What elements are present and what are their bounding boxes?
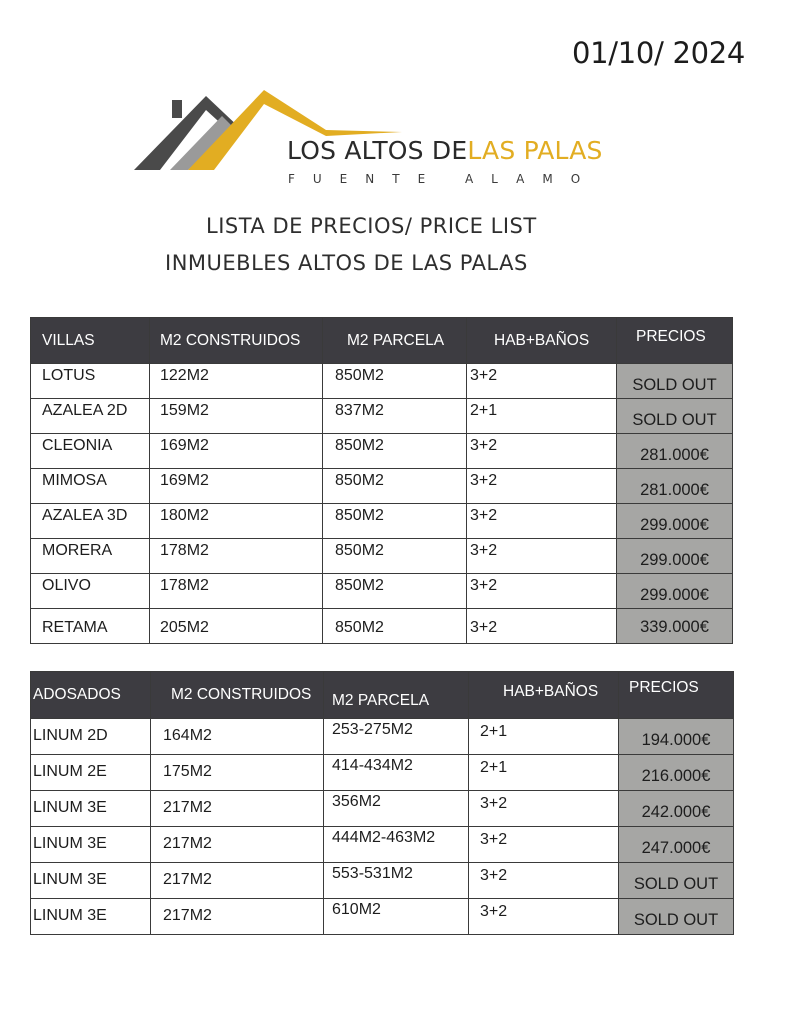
built-area-cell: 122M2 bbox=[150, 364, 323, 399]
model-cell: LINUM 3E bbox=[31, 827, 151, 863]
logo-subtitle: FUENTE ALAMO bbox=[288, 172, 599, 186]
rooms-cell: 3+2 bbox=[467, 469, 617, 504]
built-area-cell: 169M2 bbox=[150, 469, 323, 504]
rooms-cell: 3+2 bbox=[467, 504, 617, 539]
table-row bbox=[31, 539, 733, 574]
price-list-subtitle: INMUEBLES ALTOS DE LAS PALAS bbox=[165, 251, 528, 275]
column-header-price: PRECIOS bbox=[617, 318, 733, 364]
model-cell: AZALEA 3D bbox=[31, 504, 150, 539]
model-cell: CLEONIA bbox=[31, 434, 150, 469]
column-header-plot-area: M2 PARCELA bbox=[323, 318, 467, 364]
rooms-cell: 3+2 bbox=[467, 609, 617, 644]
rooms-cell: 3+2 bbox=[467, 434, 617, 469]
price-cell: 216.000€ bbox=[619, 755, 734, 791]
price-cell: SOLD OUT bbox=[619, 899, 734, 935]
model-cell: MORERA bbox=[31, 539, 150, 574]
plot-area-cell: 610M2 bbox=[324, 899, 469, 935]
rooms-cell: 2+1 bbox=[467, 399, 617, 434]
model-cell: LINUM 3E bbox=[31, 899, 151, 935]
table-row bbox=[31, 609, 733, 644]
column-header-built-area: M2 CONSTRUIDOS bbox=[150, 318, 323, 364]
model-cell: LINUM 3E bbox=[31, 791, 151, 827]
price-list-title: LISTA DE PRECIOS/ PRICE LIST bbox=[206, 214, 537, 238]
built-area-cell: 217M2 bbox=[151, 863, 324, 899]
table-row bbox=[31, 791, 734, 827]
plot-area-cell: 850M2 bbox=[323, 539, 467, 574]
plot-area-cell: 553-531M2 bbox=[324, 863, 469, 899]
price-cell: 281.000€ bbox=[617, 469, 733, 504]
model-cell: RETAMA bbox=[31, 609, 150, 644]
built-area-cell: 217M2 bbox=[151, 791, 324, 827]
rooms-cell: 3+2 bbox=[467, 574, 617, 609]
document-date: 01/10/ 2024 bbox=[572, 36, 746, 70]
model-cell: LINUM 2D bbox=[31, 719, 151, 755]
model-cell: OLIVO bbox=[31, 574, 150, 609]
table-row bbox=[31, 719, 734, 755]
column-header-rooms: HAB+BAÑOS bbox=[467, 318, 617, 364]
column-header-type: ADOSADOS bbox=[31, 672, 151, 719]
built-area-cell: 178M2 bbox=[150, 539, 323, 574]
logo-name-dark: LOS ALTOS DE bbox=[287, 136, 468, 165]
table-row bbox=[31, 434, 733, 469]
logo-name-gold: LAS PALAS bbox=[467, 136, 603, 165]
price-cell: 299.000€ bbox=[617, 539, 733, 574]
column-header-type: VILLAS bbox=[31, 318, 150, 364]
plot-area-cell: 850M2 bbox=[323, 504, 467, 539]
table-row bbox=[31, 469, 733, 504]
rooms-cell: 3+2 bbox=[467, 539, 617, 574]
price-cell: 242.000€ bbox=[619, 791, 734, 827]
plot-area-cell: 850M2 bbox=[323, 574, 467, 609]
model-cell: LOTUS bbox=[31, 364, 150, 399]
price-cell: 194.000€ bbox=[619, 719, 734, 755]
price-cell: 339.000€ bbox=[617, 609, 733, 644]
price-cell: 247.000€ bbox=[619, 827, 734, 863]
built-area-cell: 175M2 bbox=[151, 755, 324, 791]
plot-area-cell: 444M2-463M2 bbox=[324, 827, 469, 863]
column-header-built-area: M2 CONSTRUIDOS bbox=[151, 672, 324, 719]
rooms-cell: 3+2 bbox=[469, 863, 619, 899]
plot-area-cell: 850M2 bbox=[323, 609, 467, 644]
model-cell: AZALEA 2D bbox=[31, 399, 150, 434]
plot-area-cell: 850M2 bbox=[323, 469, 467, 504]
plot-area-cell: 850M2 bbox=[323, 434, 467, 469]
table-row bbox=[31, 364, 733, 399]
model-cell: LINUM 2E bbox=[31, 755, 151, 791]
rooms-cell: 3+2 bbox=[467, 364, 617, 399]
built-area-cell: 178M2 bbox=[150, 574, 323, 609]
built-area-cell: 180M2 bbox=[150, 504, 323, 539]
plot-area-cell: 253-275M2 bbox=[324, 719, 469, 755]
rooms-cell: 2+1 bbox=[469, 719, 619, 755]
rooms-cell: 3+2 bbox=[469, 791, 619, 827]
plot-area-cell: 356M2 bbox=[324, 791, 469, 827]
built-area-cell: 159M2 bbox=[150, 399, 323, 434]
table-row bbox=[31, 574, 733, 609]
plot-area-cell: 850M2 bbox=[323, 364, 467, 399]
built-area-cell: 217M2 bbox=[151, 827, 324, 863]
model-cell: MIMOSA bbox=[31, 469, 150, 504]
plot-area-cell: 837M2 bbox=[323, 399, 467, 434]
table-row bbox=[31, 899, 734, 935]
model-cell: LINUM 3E bbox=[31, 863, 151, 899]
column-header-price: PRECIOS bbox=[619, 672, 734, 719]
logo-name bbox=[287, 136, 603, 165]
built-area-cell: 164M2 bbox=[151, 719, 324, 755]
price-cell: SOLD OUT bbox=[617, 399, 733, 434]
built-area-cell: 217M2 bbox=[151, 899, 324, 935]
price-cell: SOLD OUT bbox=[619, 863, 734, 899]
rooms-cell: 2+1 bbox=[469, 755, 619, 791]
table-row bbox=[31, 504, 733, 539]
price-cell: 281.000€ bbox=[617, 434, 733, 469]
table-row bbox=[31, 755, 734, 791]
built-area-cell: 169M2 bbox=[150, 434, 323, 469]
price-cell: SOLD OUT bbox=[617, 364, 733, 399]
adosados-price-table bbox=[30, 671, 734, 935]
table-header-row bbox=[31, 318, 733, 364]
column-header-plot-area: M2 PARCELA bbox=[324, 672, 469, 719]
rooms-cell: 3+2 bbox=[469, 899, 619, 935]
company-logo bbox=[130, 82, 670, 190]
table-row bbox=[31, 863, 734, 899]
column-header-rooms: HAB+BAÑOS bbox=[469, 672, 619, 719]
built-area-cell: 205M2 bbox=[150, 609, 323, 644]
villas-price-table bbox=[30, 317, 733, 644]
table-row bbox=[31, 827, 734, 863]
rooms-cell: 3+2 bbox=[469, 827, 619, 863]
plot-area-cell: 414-434M2 bbox=[324, 755, 469, 791]
price-cell: 299.000€ bbox=[617, 504, 733, 539]
price-cell: 299.000€ bbox=[617, 574, 733, 609]
table-header-row bbox=[31, 672, 734, 719]
table-row bbox=[31, 399, 733, 434]
